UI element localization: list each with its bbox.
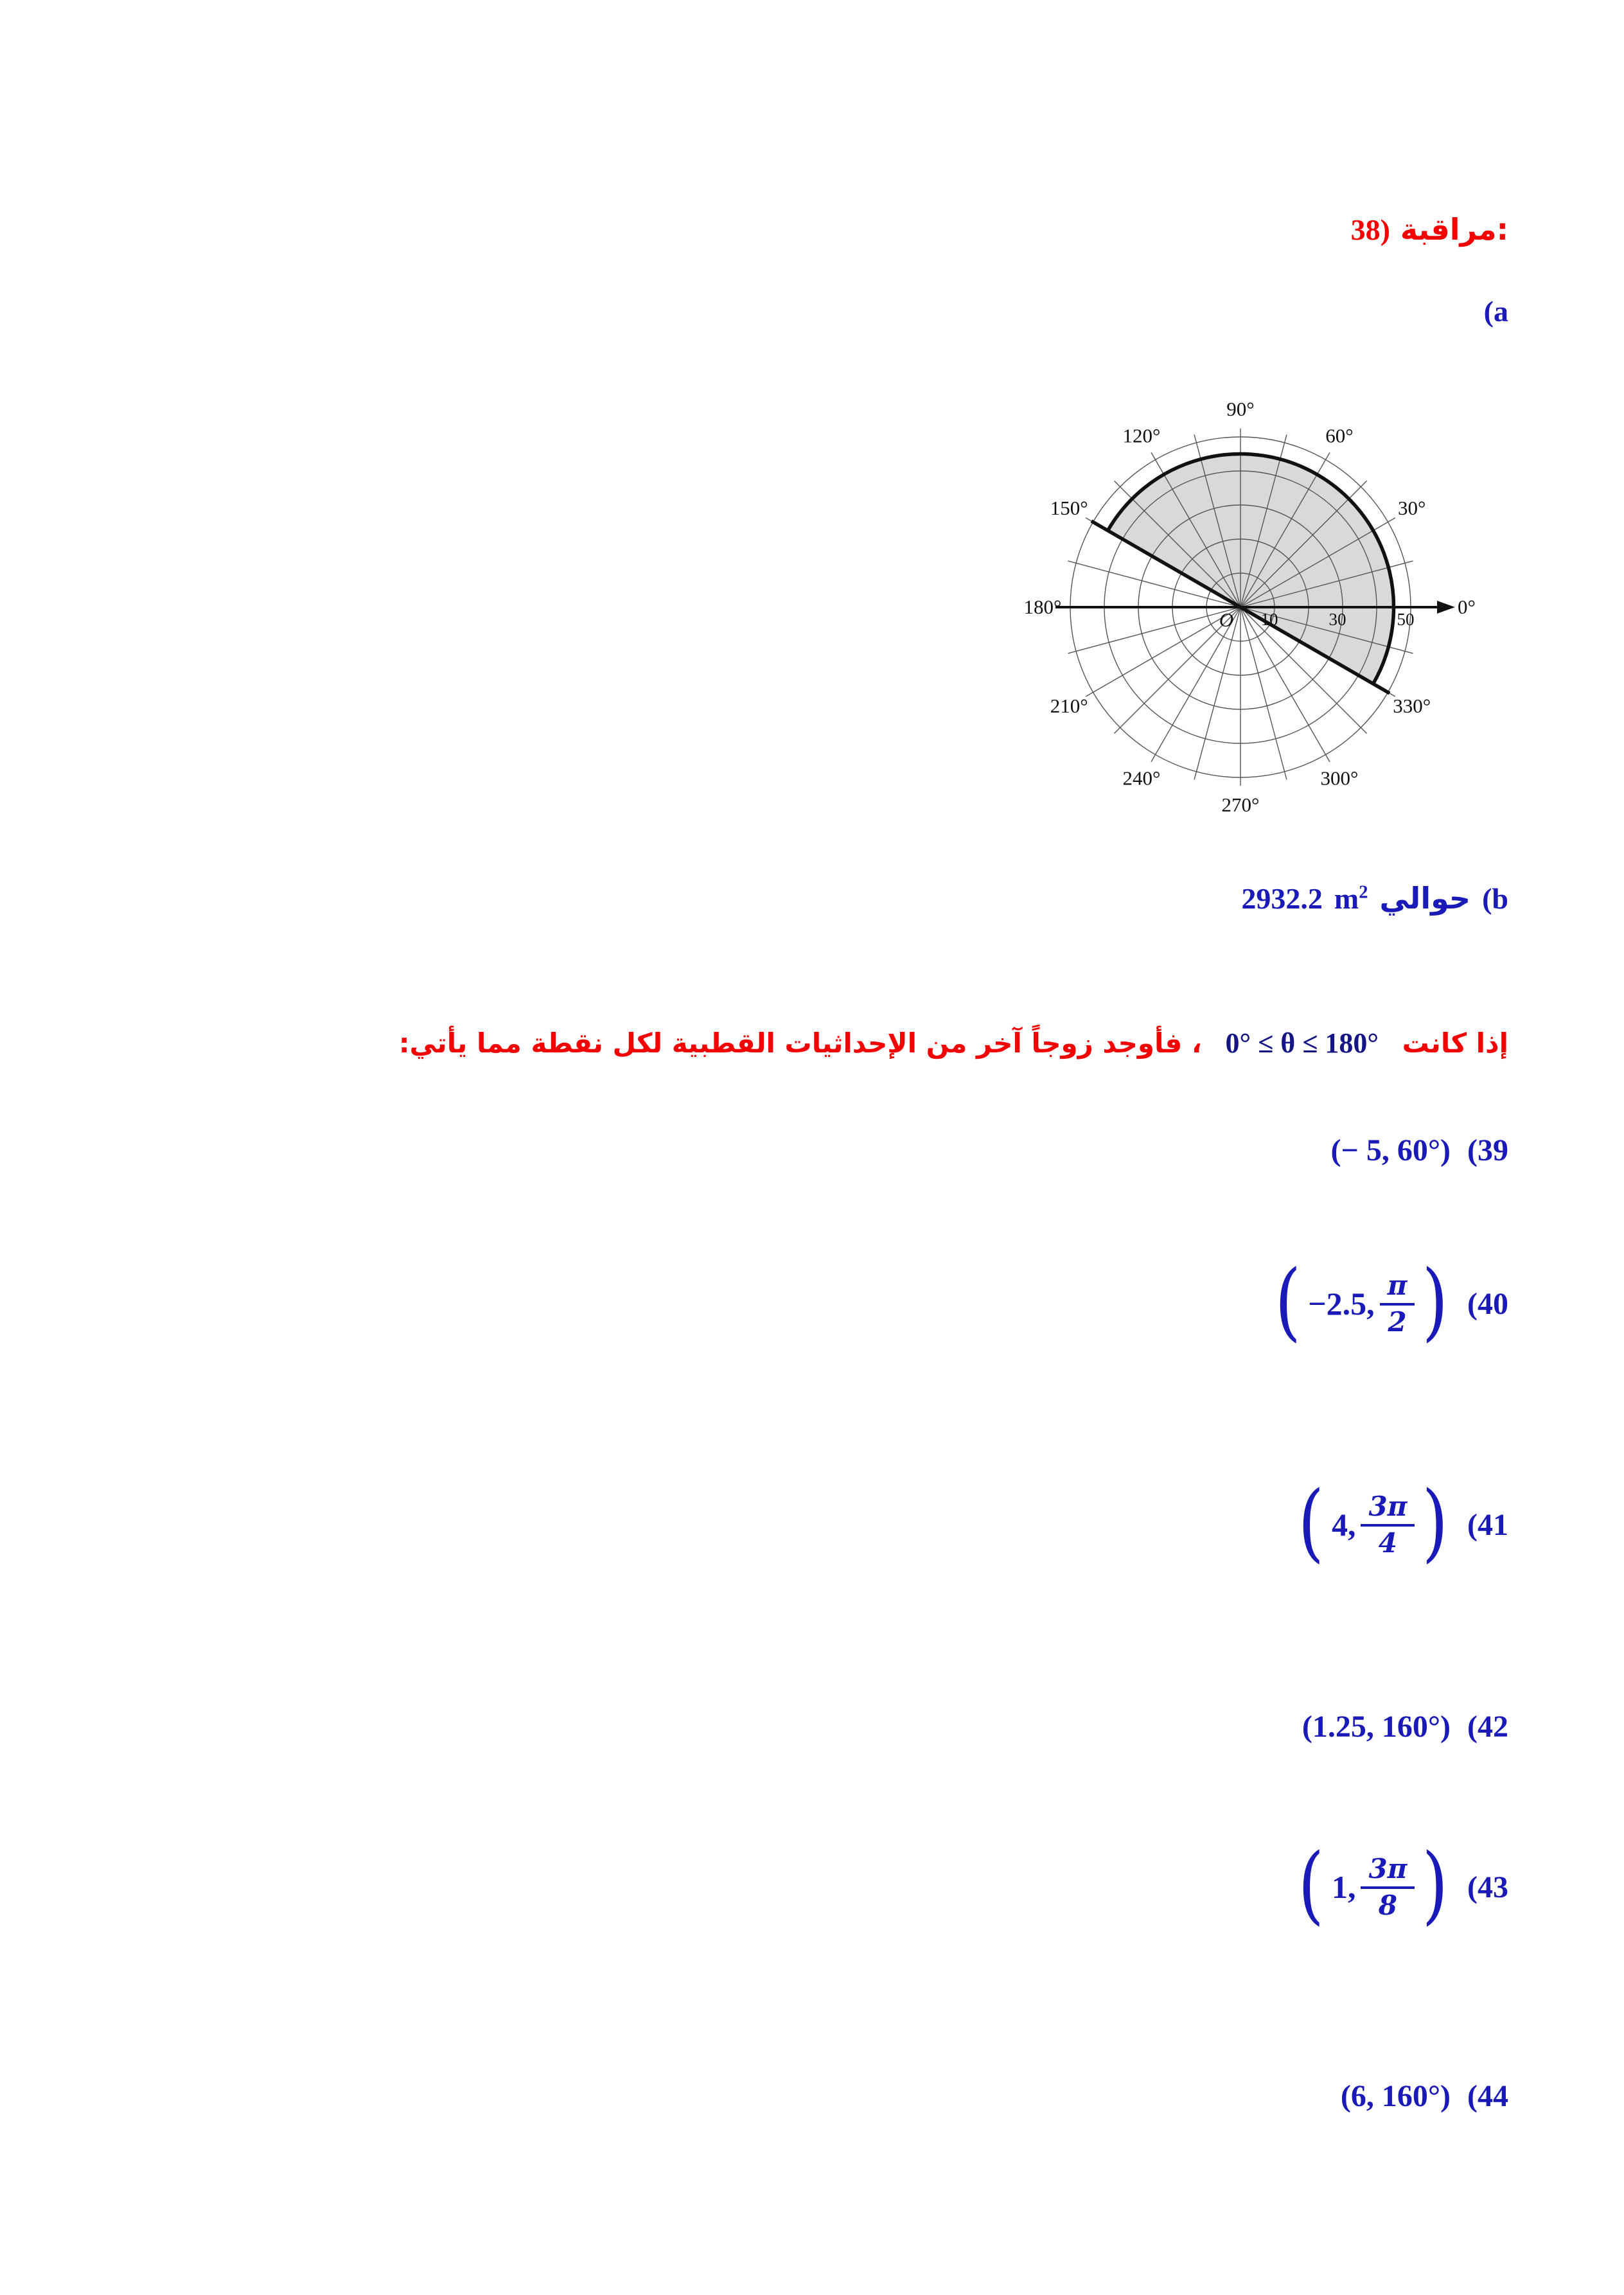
axis-arrowhead — [1437, 601, 1455, 614]
theta-fraction — [1380, 1270, 1415, 1336]
svg-text:270°: 270° — [1221, 793, 1260, 816]
svg-text:300°: 300° — [1320, 766, 1359, 790]
r-value: 4, — [1331, 1507, 1356, 1543]
fraction-numerator: 3π — [1361, 1491, 1415, 1526]
fraction-denominator: 2 — [1388, 1306, 1407, 1338]
svg-text:50: 50 — [1397, 610, 1415, 629]
part-a-label: (a — [1483, 295, 1508, 328]
r-value: −2.5, — [1308, 1286, 1375, 1322]
polar-point — [1273, 1252, 1451, 1351]
polar-point: (6, 160°) — [1340, 2079, 1451, 2113]
problem-number-label: (40 — [1467, 1286, 1508, 1321]
svg-text:330°: 330° — [1393, 695, 1431, 717]
open-paren: ( — [1298, 1473, 1325, 1572]
fraction-numerator: 3π — [1361, 1854, 1415, 1888]
polar-point: (− 5, 60°) — [1330, 1133, 1451, 1167]
problem-number-label: (41 — [1467, 1507, 1508, 1542]
problem-row-44 — [1341, 2078, 1508, 2114]
problem-row-39 — [1331, 1133, 1509, 1168]
problem-row-42 — [1302, 1709, 1508, 1744]
problem-number-label: (43 — [1467, 1870, 1508, 1904]
fraction-denominator: 4 — [1378, 1527, 1398, 1559]
problem-38-header — [1351, 212, 1508, 247]
instruction-prefix: إذا كانت — [1402, 1027, 1508, 1059]
part-b-answer — [1241, 881, 1508, 916]
polar-point — [1296, 1835, 1451, 1934]
svg-text:30°: 30° — [1398, 497, 1426, 519]
open-paren: ( — [1298, 1835, 1325, 1934]
theta-condition: 0° ≤ θ ≤ 180° — [1225, 1027, 1379, 1059]
part-b-label: (b — [1482, 882, 1508, 915]
svg-text:180°: 180° — [1023, 596, 1062, 618]
r-value: 1, — [1331, 1869, 1356, 1905]
instruction-line — [399, 1027, 1508, 1059]
svg-text:60°: 60° — [1325, 424, 1354, 447]
instruction-suffix: ، فأوجد زوجاً آخر من الإحداثيات القطبية لكل نقطة مما يأتي: — [398, 1027, 1202, 1059]
svg-text:150°: 150° — [1050, 497, 1088, 519]
problem-row-43 — [1296, 1835, 1508, 1934]
svg-text:120°: 120° — [1122, 424, 1161, 447]
unit-exponent: 2 — [1359, 882, 1368, 903]
problem-number: 38) — [1350, 213, 1390, 246]
polar-chart — [984, 357, 1497, 858]
problem-number-label: (42 — [1467, 1710, 1508, 1744]
fraction-denominator: 8 — [1378, 1889, 1398, 1921]
open-paren: ( — [1275, 1252, 1301, 1351]
answer-unit: $m^2$ — [1334, 882, 1368, 915]
polar-chart-figure — [984, 357, 1497, 858]
problem-title: مراقبة: — [1400, 212, 1508, 247]
problem-row-41 — [1296, 1473, 1508, 1572]
close-paren: ) — [1422, 1473, 1449, 1572]
close-paren: ) — [1422, 1252, 1449, 1351]
svg-text:10: 10 — [1260, 610, 1278, 629]
answer-value: 2932.2 — [1241, 882, 1323, 915]
theta-fraction — [1361, 1854, 1415, 1920]
answer-word: حوالي — [1379, 881, 1471, 916]
svg-text:90°: 90° — [1226, 398, 1255, 420]
svg-text:0°: 0° — [1458, 596, 1476, 618]
theta-fraction — [1361, 1491, 1415, 1557]
svg-text:210°: 210° — [1050, 695, 1088, 717]
problem-number-label: (44 — [1467, 2079, 1508, 2113]
polar-point — [1296, 1473, 1451, 1572]
svg-text:30: 30 — [1328, 610, 1346, 629]
close-paren: ) — [1422, 1835, 1449, 1934]
svg-text:240°: 240° — [1122, 766, 1161, 790]
polar-point: (1.25, 160°) — [1302, 1710, 1451, 1744]
svg-text:O: O — [1219, 608, 1234, 631]
fraction-numerator: π — [1380, 1270, 1415, 1305]
problem-number-label: (39 — [1467, 1133, 1508, 1167]
problem-row-40 — [1273, 1252, 1508, 1351]
